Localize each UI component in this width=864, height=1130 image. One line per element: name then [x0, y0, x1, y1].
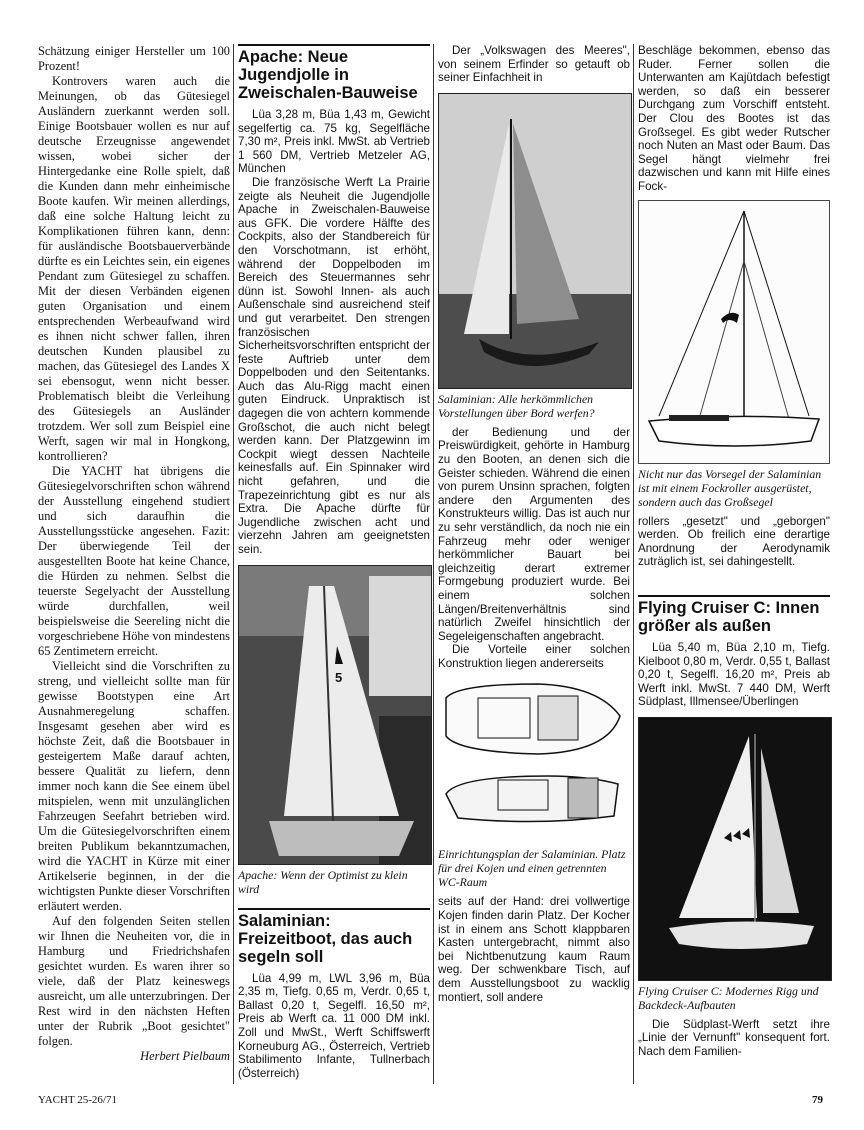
flying-cruiser-caption: Flying Cruiser C: Modernes Rigg und Backdeck-Aufbauten [638, 983, 819, 1012]
salaminian-body: rollers „gesetzt" und „geborgen" werden. Ob freilich eine derartige Anordnung der Aerodynamik zuträglich ist, sei dahingestellt. [638, 514, 830, 569]
apache-photo [238, 565, 432, 865]
paragraph: Die YACHT hat übrigens die Gütesiegelvorschriften schon während der Ausstellung eingehend studiert und sich daraufhin die Ausstellungsstücke angesehen. Fazit: Der überwiegende Teil der ausgestellten Boote hat keine Chance, die Hürden zu nehmen. Selbst die teuerste Segelyacht der Ausstellung würde durchfallen, weil beispielsweise die Seereling nicht die vorgeschriebene Höhe von mindestens 65 Zentimetern erreicht. [38, 464, 230, 658]
flying-cruiser-photo [638, 717, 832, 981]
column-3 [438, 44, 630, 1004]
apache-headline: Apache: Neue Jugendjolle in Zweischalen-Bauweise [238, 44, 430, 102]
rig-drawing-caption: Nicht nur das Vorsegel der Salaminian ist mit einem Fockroller ausgerüstet, sondern auch das Großsegel [638, 466, 822, 509]
flying-cruiser-sail-image [639, 718, 831, 980]
salaminian-body: seits auf der Hand: drei vollwertige Kojen finden darin Platz. Der Kocher ist in einem ans Schott klappbaren Kasten untergebracht, nimmt also bei Nichtbenutzung kaum Raum weg. Der schwenkbare Tisch, auf dem Ausstellungsboot zu wacklig montiert, soll andere [438, 895, 630, 1004]
flying-cruiser-specs: Lüa 5,40 m, Büa 2,10 m, Tiefg. Kielboot 0,80 m, Verdr. 0,55 t, Ballast 0,20 t, Segelfl. 16,20 m², Preis ab Werft inkl. MwSt. 7 440 DM, Werft Südplast, Illmensee/Überlingen [638, 640, 830, 709]
column-rule [633, 44, 634, 1084]
paragraph: Auf den folgenden Seiten stellen wir Ihnen die Neuheiten vor, die in Hamburg und Friedrichshafen gesichtet wurden. Es waren ihrer so viele, daß der Platz keineswegs ausreicht, um alle unterzubringen. Der Rest wird in den nächsten Heften unter der Rubrik „Boot gesichtet" folgen. [38, 914, 230, 1048]
salaminian-body: Beschläge bekommen, ebenso das Ruder. Ferner sollen die Unterwanten am Kajütdach befestigt werden, so daß ein besserer Durchgang zum Vorschiff entsteht. Der Clou des Bootes ist das Großsegel. Es gibt weder Rutscher noch Nuten an Mast oder Baum. Das Segel hängt vielmehr frei dazwischen und kann mit Hilfe eines Fock- [638, 44, 830, 193]
salaminian-rig-drawing [638, 200, 830, 464]
salaminian-body: der Bedienung und der Preiswürdigkeit, gehörte in Hamburg zu den Booten, an denen sich die Geister schieden. Während die einen von purem Unsinn sprachen, folgten andere den Argumenten des Konstrukteurs willig. Das ist auch nur zu sehr verständlich, da noch nie ein Fahrzeug mehr oder weniger herkömmlicher Bauart bei gleichzeitig derart extremer Formgebung produziert wurde. Bei einem solchen Längen/Breitenverhältnis sind natürlich Zweifel hinsichtlich der Segeleigenschaften angebracht. [438, 425, 630, 643]
paragraph: Vielleicht sind die Vorschriften zu streng, und vielleicht sollte man für gewisse Bootstypen eine Art Ausnahmeregelung schaffen. Insgesamt gesehen aber wird es höchste Zeit, daß die Bootsbauer in gesteigertem Maße darauf achten, bessere Qualität zu liefern, denn immer noch kann die See einem übel mitspielen, wenn mit unzulänglichen Fahrzeugen Seefahrt betrieben wird. Um die Gütesiegelvorschriften einem breiten Publikum bekanntzumachen, wird die YACHT in Kürze mit einer Artikelserie beginnen, in der die wichtigsten Punkte dieser Vorschriften erläutert werden. [38, 659, 230, 913]
flying-cruiser-headline: Flying Cruiser C: Innen größer als außen [638, 595, 830, 635]
salaminian-intro: Der „Volkswagen des Meeres", von seinem Erfinder so getauft ob seiner Einfachheit in [438, 44, 630, 85]
column-1 [38, 44, 230, 1064]
salaminian-sail-image [439, 94, 631, 388]
sail-number: 5 [335, 669, 343, 685]
rig-drawing [639, 201, 829, 463]
column-rule [233, 44, 234, 1084]
paragraph: Schätzung einiger Hersteller um 100 Prozent! [38, 44, 230, 73]
apache-body: Die französische Werft La Prairie zeigte als Neuheit die Jugendjolle Apache in Zweischalen-Bauweise aus GFK. Die vordere Hälfte des Cockpits, also der Standbereich für den Vorschotmann, ist erhöht, während der Doppelboden im Bereich des Steuermannes sehr dünn ist. Sowohl Innen- als auch Außenschale sind ausreichend steif und gut verarbeitet. Den strengen französischen Sicherheitsvorschriften entspricht der feste Auftrieb unter dem Doppelboden und den Seitentanks. Auch das Alu-Rigg macht einen guten Eindruck. Unpraktisch ist dagegen die von achtern kommende Großschot, die auch nicht belegt werden kann. Der Platzgewinn im Cockpit wiegt dessen Nachteile keinesfalls auf. Ein Spinnaker wird nicht gefahren, und die Trapezeinrichtung gibt es nur als Extra. Die Apache dürfte für Jugendliche zwischen acht und vierzehn Jahren am geeignetsten sein. [238, 175, 430, 556]
salaminian-photo-caption: Salaminian: Alle herkömmlichen Vorstellungen über Bord werfen? [438, 391, 595, 420]
apache-caption: Apache: Wenn der Optimist zu klein wird [238, 867, 408, 896]
author-signature: Herbert Pielbaum [140, 1049, 230, 1063]
salaminian-headline: Salaminian: Freizeitboot, das auch segeln soll [238, 908, 430, 966]
column-4 [638, 44, 830, 1059]
salaminian-body: Die Vorteile einer solchen Konstruktion liegen andererseits [438, 643, 630, 670]
floor-plan-drawing [438, 676, 630, 844]
page-number: 79 [812, 1094, 823, 1106]
column-rule [433, 44, 434, 1084]
salaminian-photo [438, 93, 632, 389]
apache-sail-image [239, 566, 431, 864]
salaminian-specs: Lüa 4,99 m, LWL 3,96 m, Büa 2,35 m, Tiefg. 0,65 m, Verdr. 0,65 t, Ballast 0,20 t, Segelfl. 16,50 m², Preis ab Werft ca. 11 000 DM inkl. Zoll und MwSt., Werft Schiffswerft Korneuburg AG., Österreich, Vertrieb Stabilimento Infante, Tullnerbach (Österreich) [238, 971, 430, 1080]
flying-cruiser-body: Die Südplast-Werft setzt ihre „Linie der Vernunft" konsequent fort. Nach dem Familien- [638, 1017, 830, 1059]
footer-magazine: YACHT 25-26/71 [38, 1094, 117, 1106]
column-2 [238, 44, 430, 1080]
apache-specs: Lüa 3,28 m, Büa 1,43 m, Gewicht segelfertig ca. 75 kg, Segelfläche 7,30 m², Preis inkl. MwSt. ab Vertrieb 1 560 DM, Vertrieb Metzeler AG, München [238, 108, 430, 176]
salaminian-floor-plan [438, 676, 630, 844]
paragraph: Kontrovers waren auch die Meinungen, ob das Gütesiegel Ausländern zuerkannt werden soll. Einige Bootsbauer wollen es nur auf deutsche Erzeugnisse angewendet wissen, wobei sicher der Hintergedanke eine Rolle spielt, daß die Kunden dann mehr einheimische Boote kaufen. Wir meinen allerdings, daß eine solche Haltung leicht zu Komplikationen führen kann, denn: für ausländische Bootsbauerverbände dürfte es ein Leichtes sein, ein eigenes Pendant zum Gütesiegel zu schaffen. Mit der diesen Verbänden eigenen guten Organisation und einem entsprechenden Werbeaufwand wird es ihnen nicht schwer fallen, ihren deutschen Kunden plausibel zu machen, das Gütesiegel des Landes X sei ebensogut, wenn nicht besser. Problematisch bleibt die Verleihung des Gütesiegels an Ausländer trotzdem. Wer soll zum Beispiel eine Werft, sagen wir mal in Hongkong, kontrollieren? [38, 74, 230, 463]
floor-plan-caption: Einrichtungsplan der Salaminian. Platz für drei Kojen und einen getrennten WC-Raum [438, 847, 626, 890]
